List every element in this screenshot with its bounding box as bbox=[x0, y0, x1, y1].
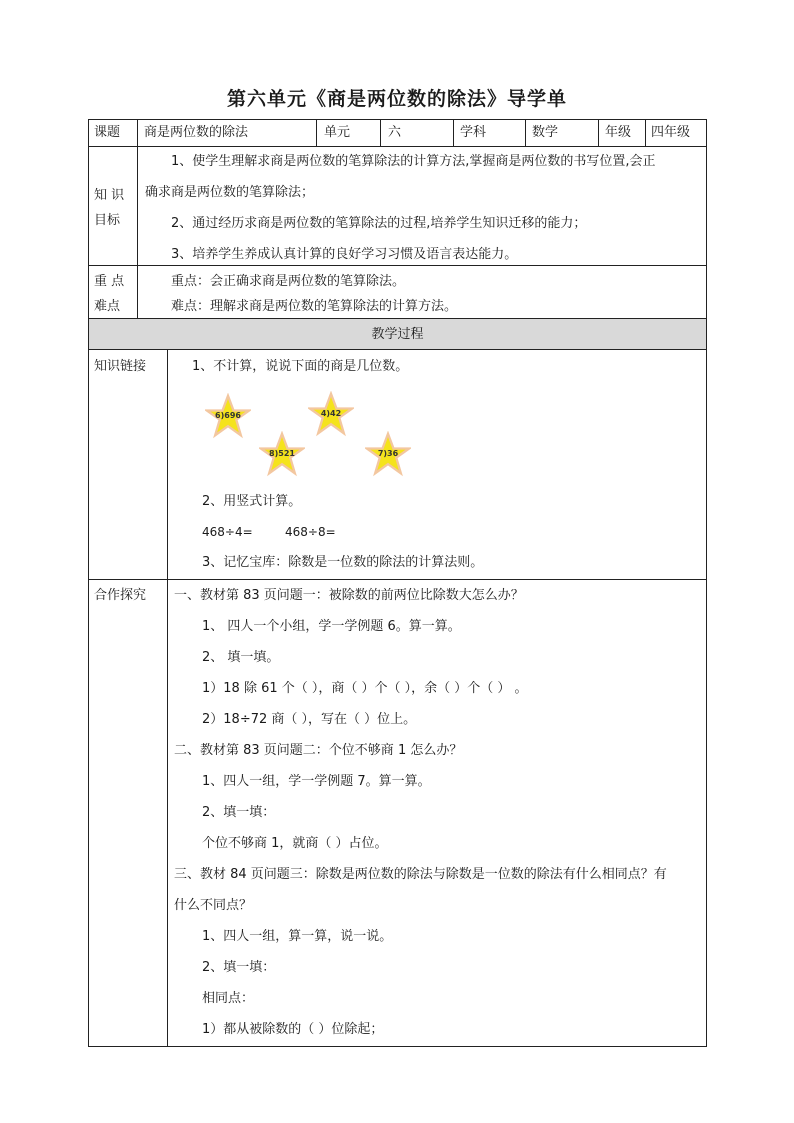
star-badge bbox=[365, 431, 411, 477]
table-divider bbox=[525, 119, 526, 146]
key-point: 重点：会正确求商是两位数的笔算除法。 bbox=[171, 274, 406, 289]
table-border-right bbox=[706, 119, 707, 1047]
knowledge-link-label: 知识链接 bbox=[94, 359, 147, 374]
table-divider bbox=[88, 579, 707, 580]
table-divider bbox=[88, 265, 707, 266]
table-divider bbox=[453, 119, 454, 146]
problem-1: 一、教材第 83 页问题一：被除数的前两位比除数大怎么办？ bbox=[174, 588, 524, 603]
star-badge bbox=[259, 431, 305, 477]
unit-label: 单元 bbox=[324, 125, 351, 140]
table-divider bbox=[137, 119, 138, 318]
star-badge bbox=[308, 391, 354, 437]
table-divider bbox=[316, 119, 317, 146]
problem-1-step: 1、 四人一个小组，学一学例题 6。算一算。 bbox=[202, 619, 461, 634]
problem-2-step: 1、四人一组，学一学例题 7。算一算。 bbox=[202, 774, 431, 789]
problem-2: 二、教材第 83 页问题二：个位不够商 1 怎么办？ bbox=[174, 743, 463, 758]
star-expression: 4)42 bbox=[320, 409, 342, 418]
table-divider bbox=[167, 349, 168, 1047]
problem-3-fill: 1）都从被除数的（ ）位除起； bbox=[202, 1022, 384, 1037]
table-border-left bbox=[88, 119, 89, 1047]
course-label: 课题 bbox=[94, 125, 121, 140]
objective-item: 1、使学生理解求商是两位数的笔算除法的计算方法,掌握商是两位数的书写位置,会正 bbox=[171, 154, 656, 169]
page-title: 第六单元《商是两位数的除法》导学单 bbox=[226, 88, 567, 110]
grade-label: 年级 bbox=[605, 125, 632, 140]
keypoints-label: 重 点 bbox=[94, 274, 125, 289]
unit-value: 六 bbox=[388, 125, 402, 140]
problem-3-step: 2、填一填： bbox=[202, 960, 276, 975]
question-2: 2、用竖式计算。 bbox=[202, 494, 302, 509]
question-1: 1、不计算，说说下面的商是几位数。 bbox=[192, 359, 409, 374]
difficulty-point: 难点：理解求商是两位数的笔算除法的计算方法。 bbox=[171, 299, 458, 314]
table-divider bbox=[88, 349, 707, 350]
subject-value: 数学 bbox=[532, 125, 559, 140]
problem-1-fill: 1）18 除 61 个（ ），商（ ）个（ ），余（ ）个（ ） 。 bbox=[202, 681, 528, 696]
problem-3: 三、教材 84 页问题三：除数是两位数的除法与除数是一位数的除法有什么相同点？有 bbox=[174, 867, 667, 882]
star-expression: 6)696 bbox=[215, 411, 241, 420]
calc-2: 468÷8= bbox=[285, 525, 336, 539]
problem-2-fill: 个位不够商 1，就商（ ）占位。 bbox=[202, 836, 388, 851]
objective-item: 2、通过经历求商是两位数的笔算除法的过程,培养学生知识迁移的能力； bbox=[171, 216, 587, 231]
table-divider bbox=[380, 119, 381, 146]
objectives-label: 知 识 bbox=[94, 188, 125, 203]
table-divider bbox=[598, 119, 599, 146]
star-badge bbox=[205, 393, 251, 439]
problem-3-subhead: 相同点： bbox=[202, 991, 255, 1006]
table-border-bottom bbox=[88, 1046, 707, 1047]
problem-3-step: 1、四人一组，算一算，说一说。 bbox=[202, 929, 393, 944]
star-expression: 7)36 bbox=[377, 449, 399, 458]
cooperation-label: 合作探究 bbox=[94, 588, 147, 603]
table-divider bbox=[88, 146, 707, 147]
problem-3: 什么不同点？ bbox=[174, 898, 253, 913]
problem-1-fill: 2）18÷72 商（ ），写在（ ）位上。 bbox=[202, 712, 417, 727]
problem-2-step: 2、填一填： bbox=[202, 805, 276, 820]
course-value: 商是两位数的除法 bbox=[144, 125, 249, 140]
objective-item: 3、培养学生养成认真计算的良好学习习惯及语言表达能力。 bbox=[171, 247, 518, 262]
star-expression: 8)521 bbox=[269, 449, 295, 458]
subject-label: 学科 bbox=[460, 125, 487, 140]
keypoints-label: 难点 bbox=[94, 299, 121, 314]
table-divider bbox=[645, 119, 646, 146]
objectives-label: 目标 bbox=[94, 213, 121, 228]
lesson-table bbox=[88, 119, 707, 1047]
table-border-top bbox=[88, 119, 707, 120]
process-header: 教学过程 bbox=[371, 327, 424, 342]
calc-1: 468÷4= bbox=[202, 525, 253, 539]
objective-item: 确求商是两位数的笔算除法； bbox=[145, 185, 315, 200]
grade-value: 四年级 bbox=[651, 125, 691, 140]
problem-1-step: 2、 填一填。 bbox=[202, 650, 280, 665]
question-3: 3、记忆宝库：除数是一位数的除法的计算法则。 bbox=[202, 555, 484, 570]
